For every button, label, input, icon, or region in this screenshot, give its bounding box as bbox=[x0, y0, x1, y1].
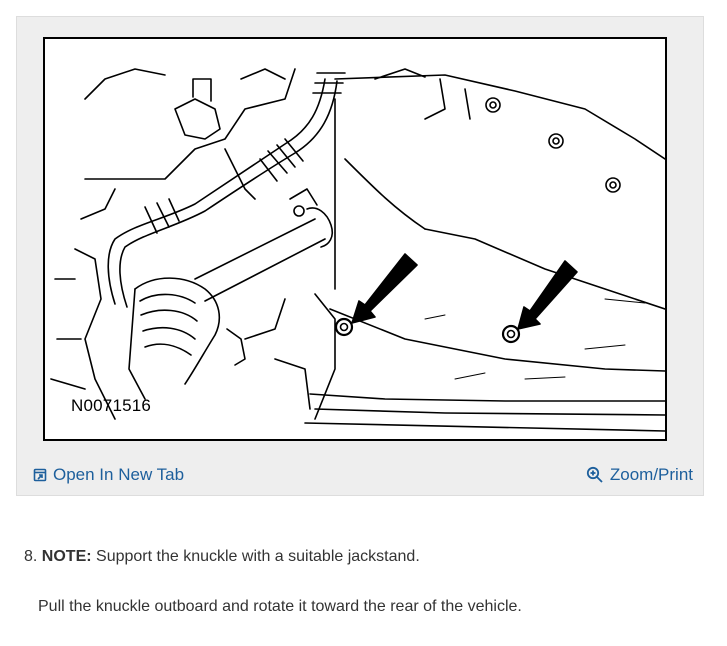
step-note bbox=[24, 548, 420, 566]
figure-image[interactable] bbox=[43, 37, 667, 441]
note-label: NOTE: bbox=[41, 548, 92, 565]
figure-toolbar bbox=[17, 455, 703, 495]
bolt-holes bbox=[486, 98, 620, 192]
pointer-arrows bbox=[352, 254, 577, 329]
knuckle bbox=[51, 69, 425, 419]
zoom-print-label: Zoom/Print bbox=[609, 465, 693, 484]
subframe-outline bbox=[335, 75, 665, 159]
zoom-icon bbox=[586, 466, 604, 484]
axle-shaft bbox=[195, 189, 332, 301]
brake-hose bbox=[108, 73, 345, 307]
zoom-print-button[interactable] bbox=[586, 465, 693, 485]
cv-boot bbox=[129, 278, 245, 399]
suspension-illustration bbox=[45, 39, 665, 439]
open-in-new-tab-label: Open In New Tab bbox=[53, 465, 185, 484]
figure-card bbox=[16, 16, 704, 496]
step-number: 8. bbox=[24, 548, 38, 565]
note-text: Support the knuckle with a suitable jackstand. bbox=[91, 548, 420, 565]
figure-id-label: N0071516 bbox=[71, 396, 152, 415]
step-instruction: Pull the knuckle outboard and rotate it toward the rear of the vehicle. bbox=[38, 598, 522, 615]
open-in-new-tab-button[interactable] bbox=[33, 465, 184, 485]
open-new-tab-icon bbox=[33, 468, 47, 482]
